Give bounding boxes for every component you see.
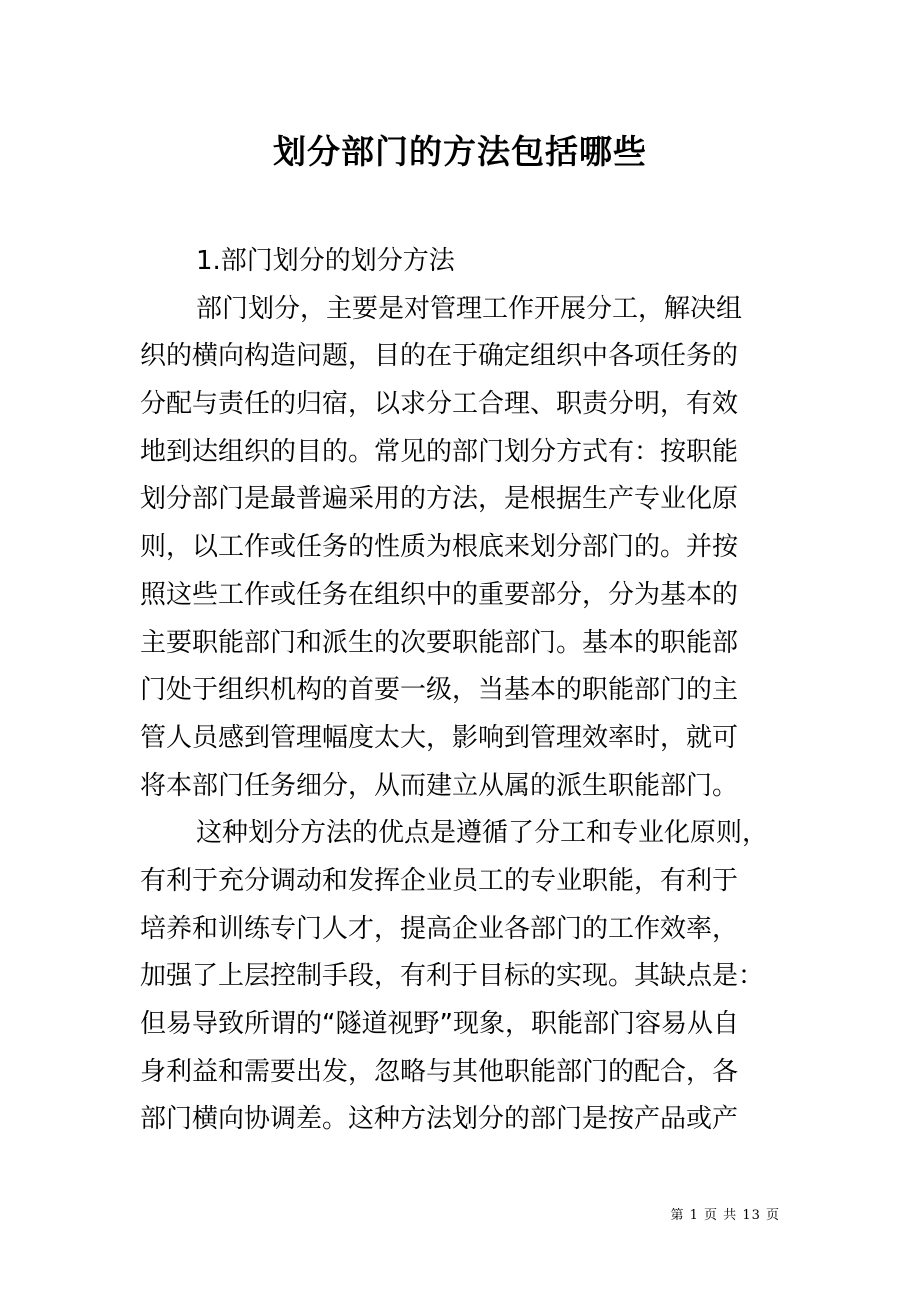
paragraph-line: 身利益和需要出发，忽略与其他职能部门的配合，各: [140, 1056, 739, 1087]
paragraph-line: 地到达组织的目的。常见的部门划分方式有：按职能: [140, 436, 739, 467]
paragraph-line: 加强了上层控制手段，有利于目标的实现。其缺点是：: [140, 961, 765, 992]
document-body: [140, 238, 785, 1144]
paragraph-line: 门处于组织机构的首要一级，当基本的职能部门的主: [140, 675, 739, 706]
paragraph-line: 织的横向构造问题，目的在于确定组织中各项任务的: [140, 341, 739, 372]
paragraph-line: 有利于充分调动和发挥企业员工的专业职能，有利于: [140, 865, 739, 896]
section-heading: 1.部门划分的划分方法: [196, 246, 455, 276]
paragraph-line: 管人员感到管理幅度太大，影响到管理效率时，就可: [140, 722, 739, 753]
paragraph-line: 将本部门任务细分，从而建立从属的派生职能部门。: [140, 770, 739, 801]
paragraph-line: 照这些工作或任务在组织中的重要部分，分为基本的: [140, 579, 739, 610]
paragraph-line: 但易导致所谓的“隧道视野”现象，职能部门容易从自: [140, 1009, 739, 1039]
document-title: 划分部门的方法包括哪些: [273, 132, 647, 171]
page-number-footer: 第 1 页 共 13 页: [670, 1208, 780, 1223]
paragraph-line: 这种划分方法的优点是遵循了分工和专业化原则，: [196, 818, 769, 849]
paragraph-line: 培养和训练专门人才，提高企业各部门的工作效率，: [140, 913, 739, 944]
paragraph-line: 则，以工作或任务的性质为根底来划分部门的。并按: [140, 532, 739, 563]
paragraph-line: 主要职能部门和派生的次要职能部门。基本的职能部: [140, 627, 739, 658]
paragraph-line: 部门横向协调差。这种方法划分的部门是按产品或产: [140, 1104, 739, 1135]
paragraph-line: 部门划分，主要是对管理工作开展分工，解决组: [196, 293, 743, 324]
paragraph-line: 分配与责任的归宿，以求分工合理、职责分明，有效: [140, 389, 739, 420]
paragraph-line: 划分部门是最普遍采用的方法，是根据生产专业化原: [140, 484, 739, 515]
